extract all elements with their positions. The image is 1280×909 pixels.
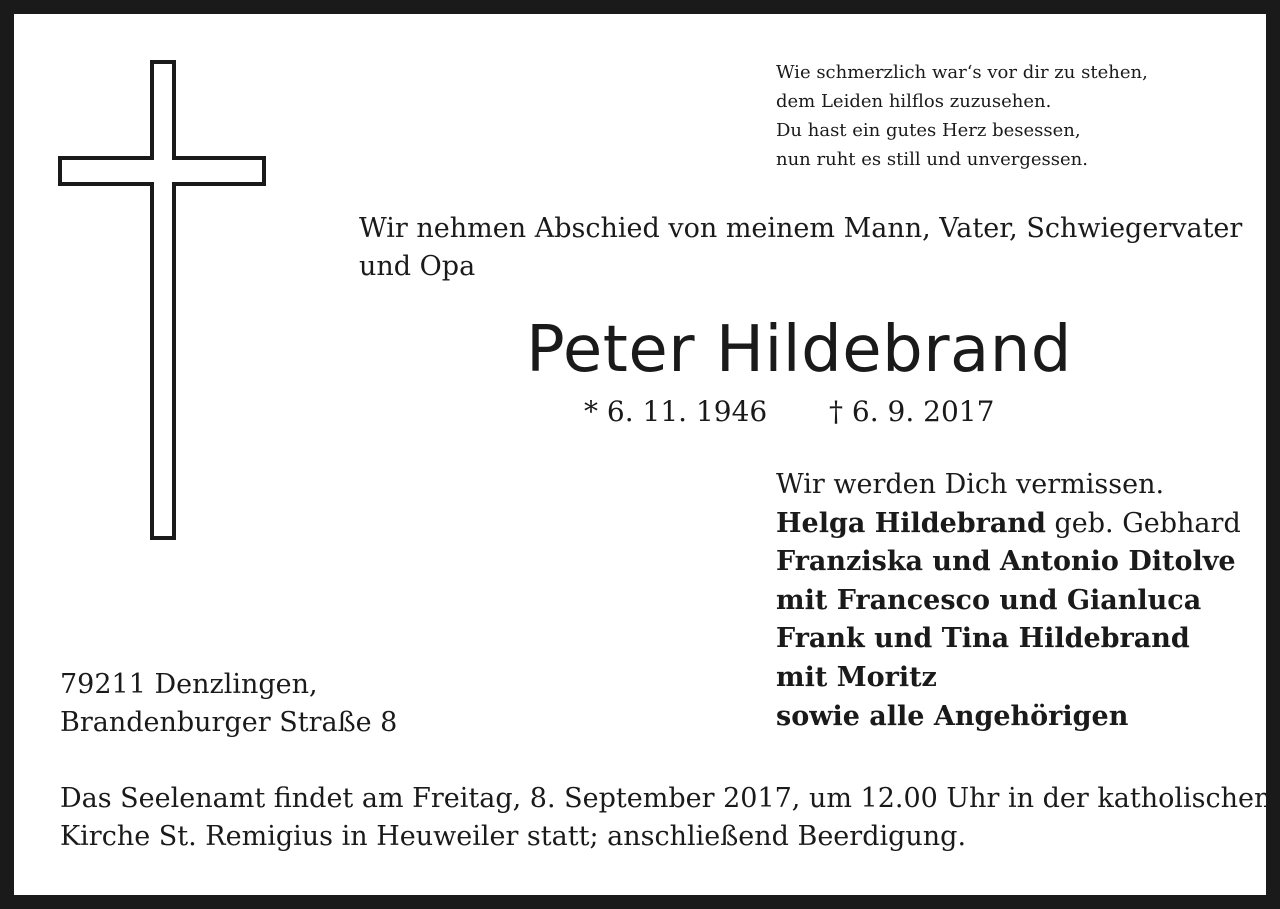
poem-line: Wie schmerzlich war‘s vor dir zu stehen, [776, 62, 1148, 83]
mourner-line [776, 698, 1256, 737]
mourners-list [776, 466, 1256, 736]
farewell-statement [359, 210, 1243, 286]
deceased-name: Peter Hildebrand [526, 313, 1072, 387]
mourner-line [776, 505, 1256, 544]
memorial-poem [776, 58, 1246, 174]
death-date: † 6. 9. 2017 [829, 395, 995, 428]
mourner-name: Franziska und Antonio Ditolve [776, 546, 1236, 578]
mourners-intro: Wir werden Dich vermissen. [776, 469, 1165, 500]
family-address [60, 666, 660, 742]
funeral-service-info [60, 780, 1272, 856]
poem-line: dem Leiden hilflos zuzusehen. [776, 91, 1052, 112]
birth-date: * 6. 11. 1946 [584, 395, 768, 428]
mourner-name: Frank und Tina Hildebrand [776, 623, 1190, 655]
mourner-line [776, 659, 1256, 698]
mourner-line [776, 620, 1256, 659]
obituary-notice [14, 14, 1272, 895]
mourner-name: mit Moritz [776, 661, 937, 693]
farewell-line: Wir nehmen Abschied von meinem Mann, Vater, Schwiegervater [359, 213, 1243, 244]
mourner-name: sowie alle Angehörigen [776, 700, 1129, 732]
spouse-maiden-name: geb. Gebhard [1045, 507, 1241, 539]
mourner-line [776, 582, 1256, 621]
mourner-name: mit Francesco und Gianluca [776, 584, 1202, 616]
poem-line: Du hast ein gutes Herz besessen, [776, 120, 1081, 141]
address-line: 79211 Denzlingen, [60, 669, 318, 700]
service-line: Kirche St. Remigius in Heuweiler statt; anschließend Beerdigung. [60, 821, 967, 852]
spouse-name: Helga Hildebrand [776, 507, 1046, 539]
address-line: Brandenburger Straße 8 [60, 707, 398, 738]
farewell-line: und Opa [359, 251, 476, 282]
service-line: Das Seelenamt findet am Freitag, 8. September 2017, um 12.00 Uhr in der katholischen [60, 783, 1272, 814]
poem-line: nun ruht es still und unvergessen. [776, 149, 1088, 170]
mourner-line [776, 543, 1256, 582]
